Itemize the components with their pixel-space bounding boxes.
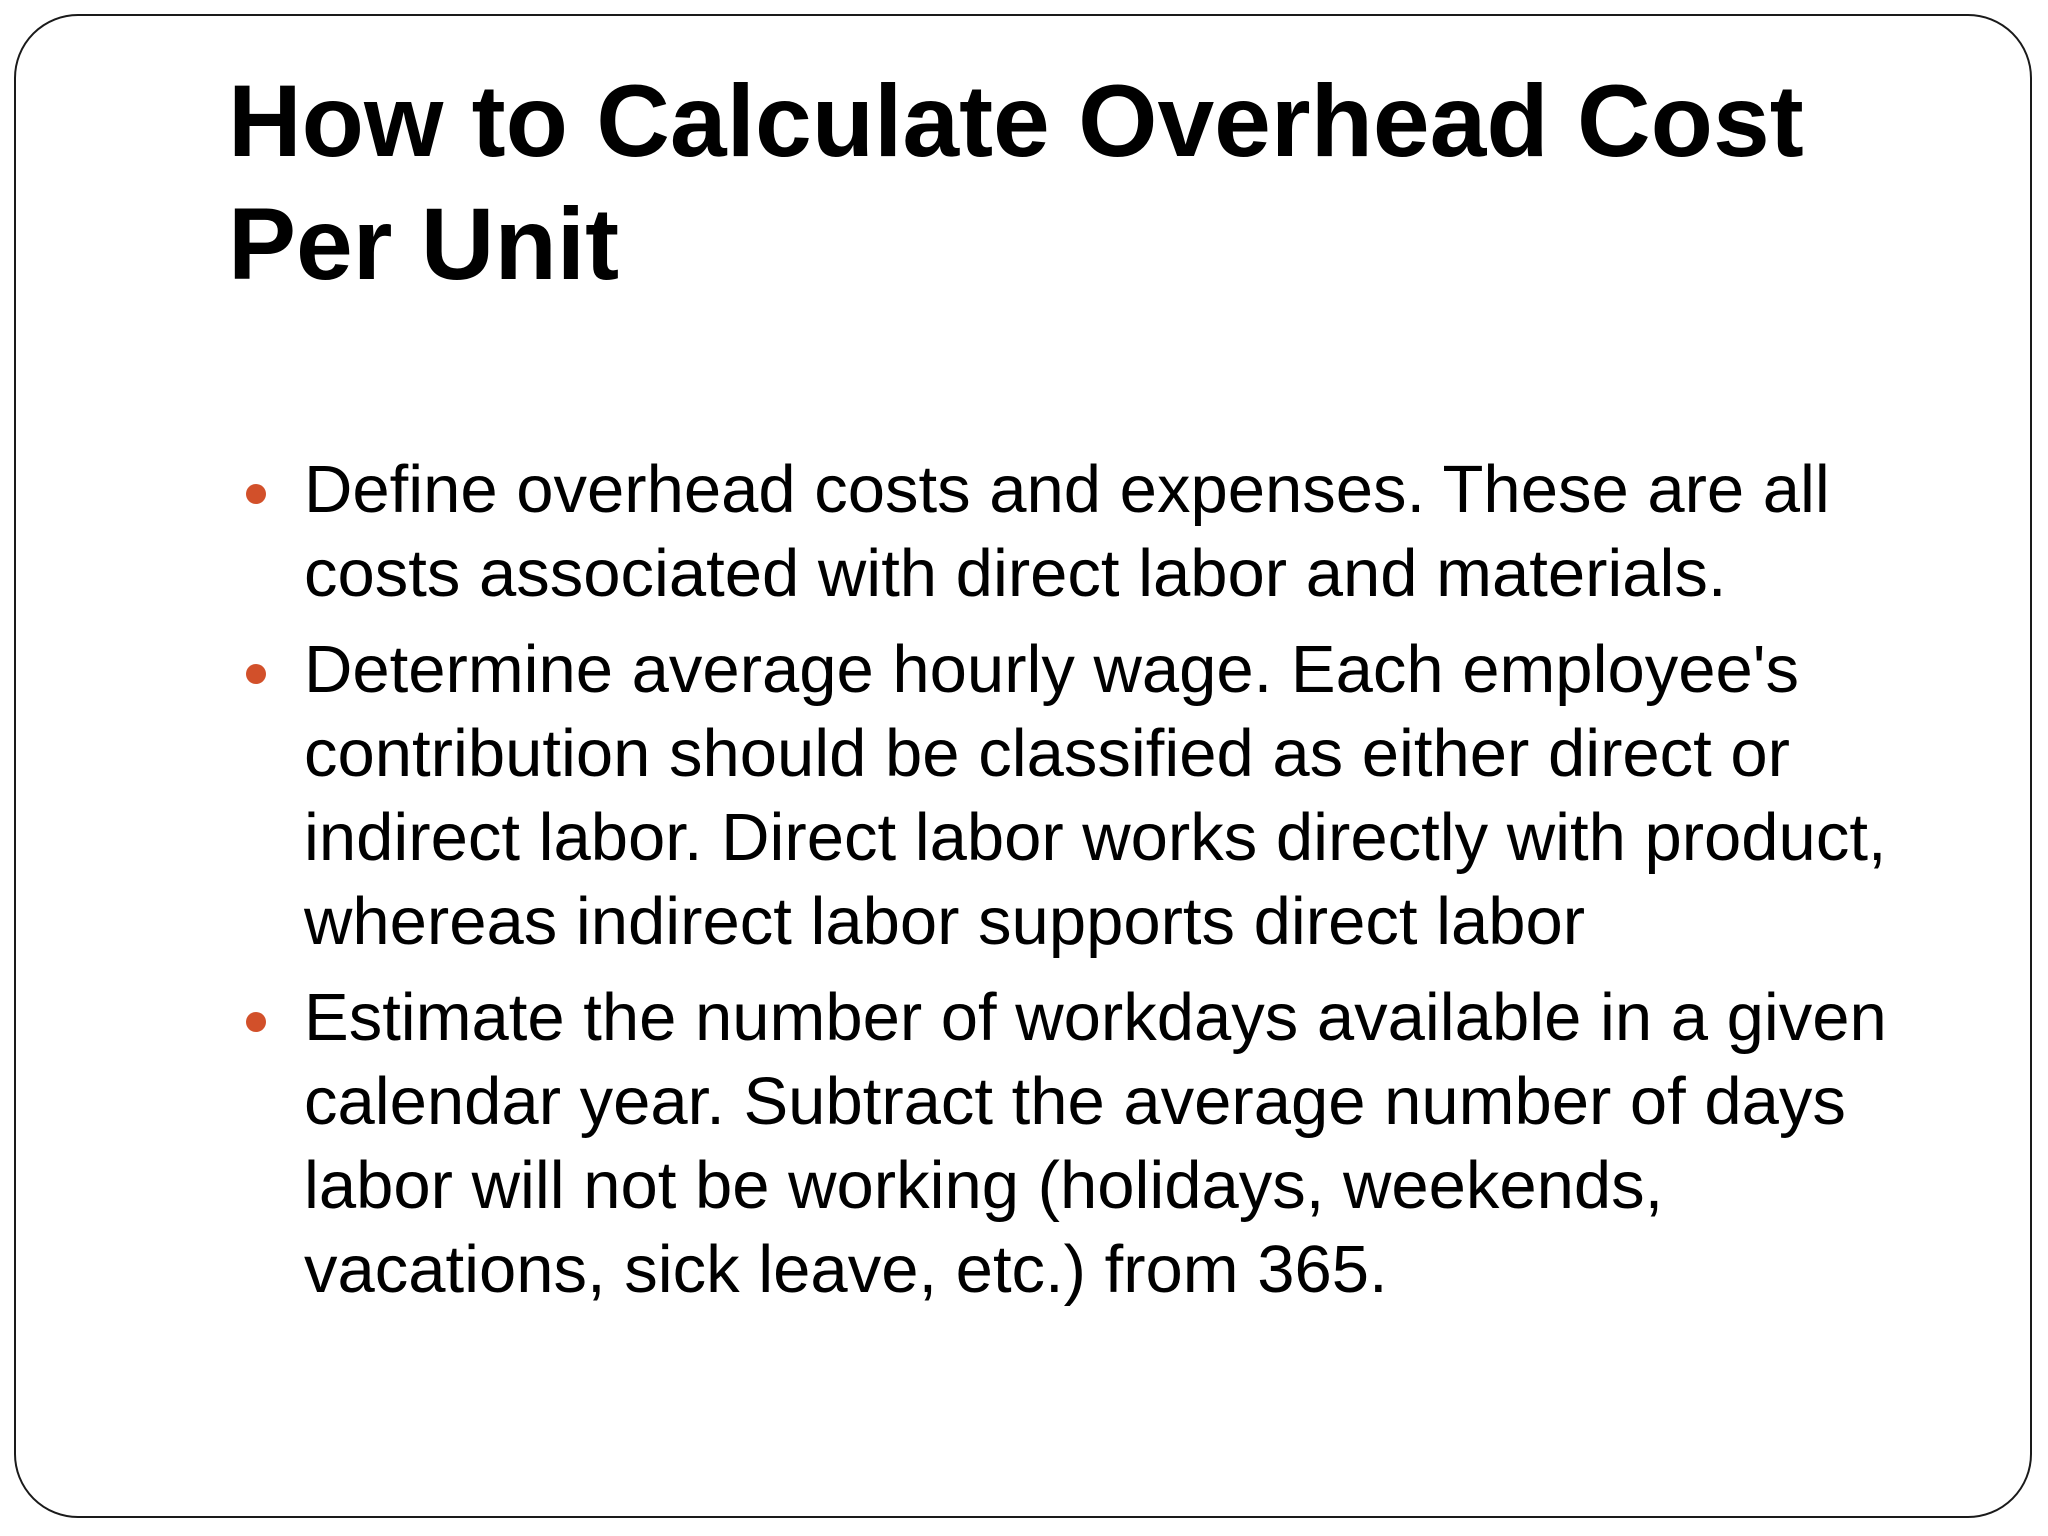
slide-title: How to Calculate Overhead Cost Per Unit xyxy=(228,64,1804,301)
bullet-text: Determine average hourly wage. Each employee's contribution should be classified as either direct or indirect labor. Direct labor works directly with product, whereas indirect labor supports direct labor xyxy=(304,632,1887,959)
bullet-list xyxy=(228,448,1948,1324)
bullet-dot-icon xyxy=(246,484,266,504)
bullet-dot-icon xyxy=(246,1012,266,1032)
bullet-item-1 xyxy=(228,448,1948,616)
bullet-text: Define overhead costs and expenses. These are all costs associated with direct labor and materials. xyxy=(304,452,1830,611)
bullet-item-2 xyxy=(228,628,1948,964)
slide-frame xyxy=(14,14,2032,1518)
bullet-dot-icon xyxy=(246,664,266,684)
bullet-item-3 xyxy=(228,976,1948,1312)
bullet-text: Estimate the number of workdays available in a given calendar year. Subtract the average number of days labor will not be working (holidays, weekends, vacations, sick leave, etc.) from 365. xyxy=(304,980,1887,1307)
